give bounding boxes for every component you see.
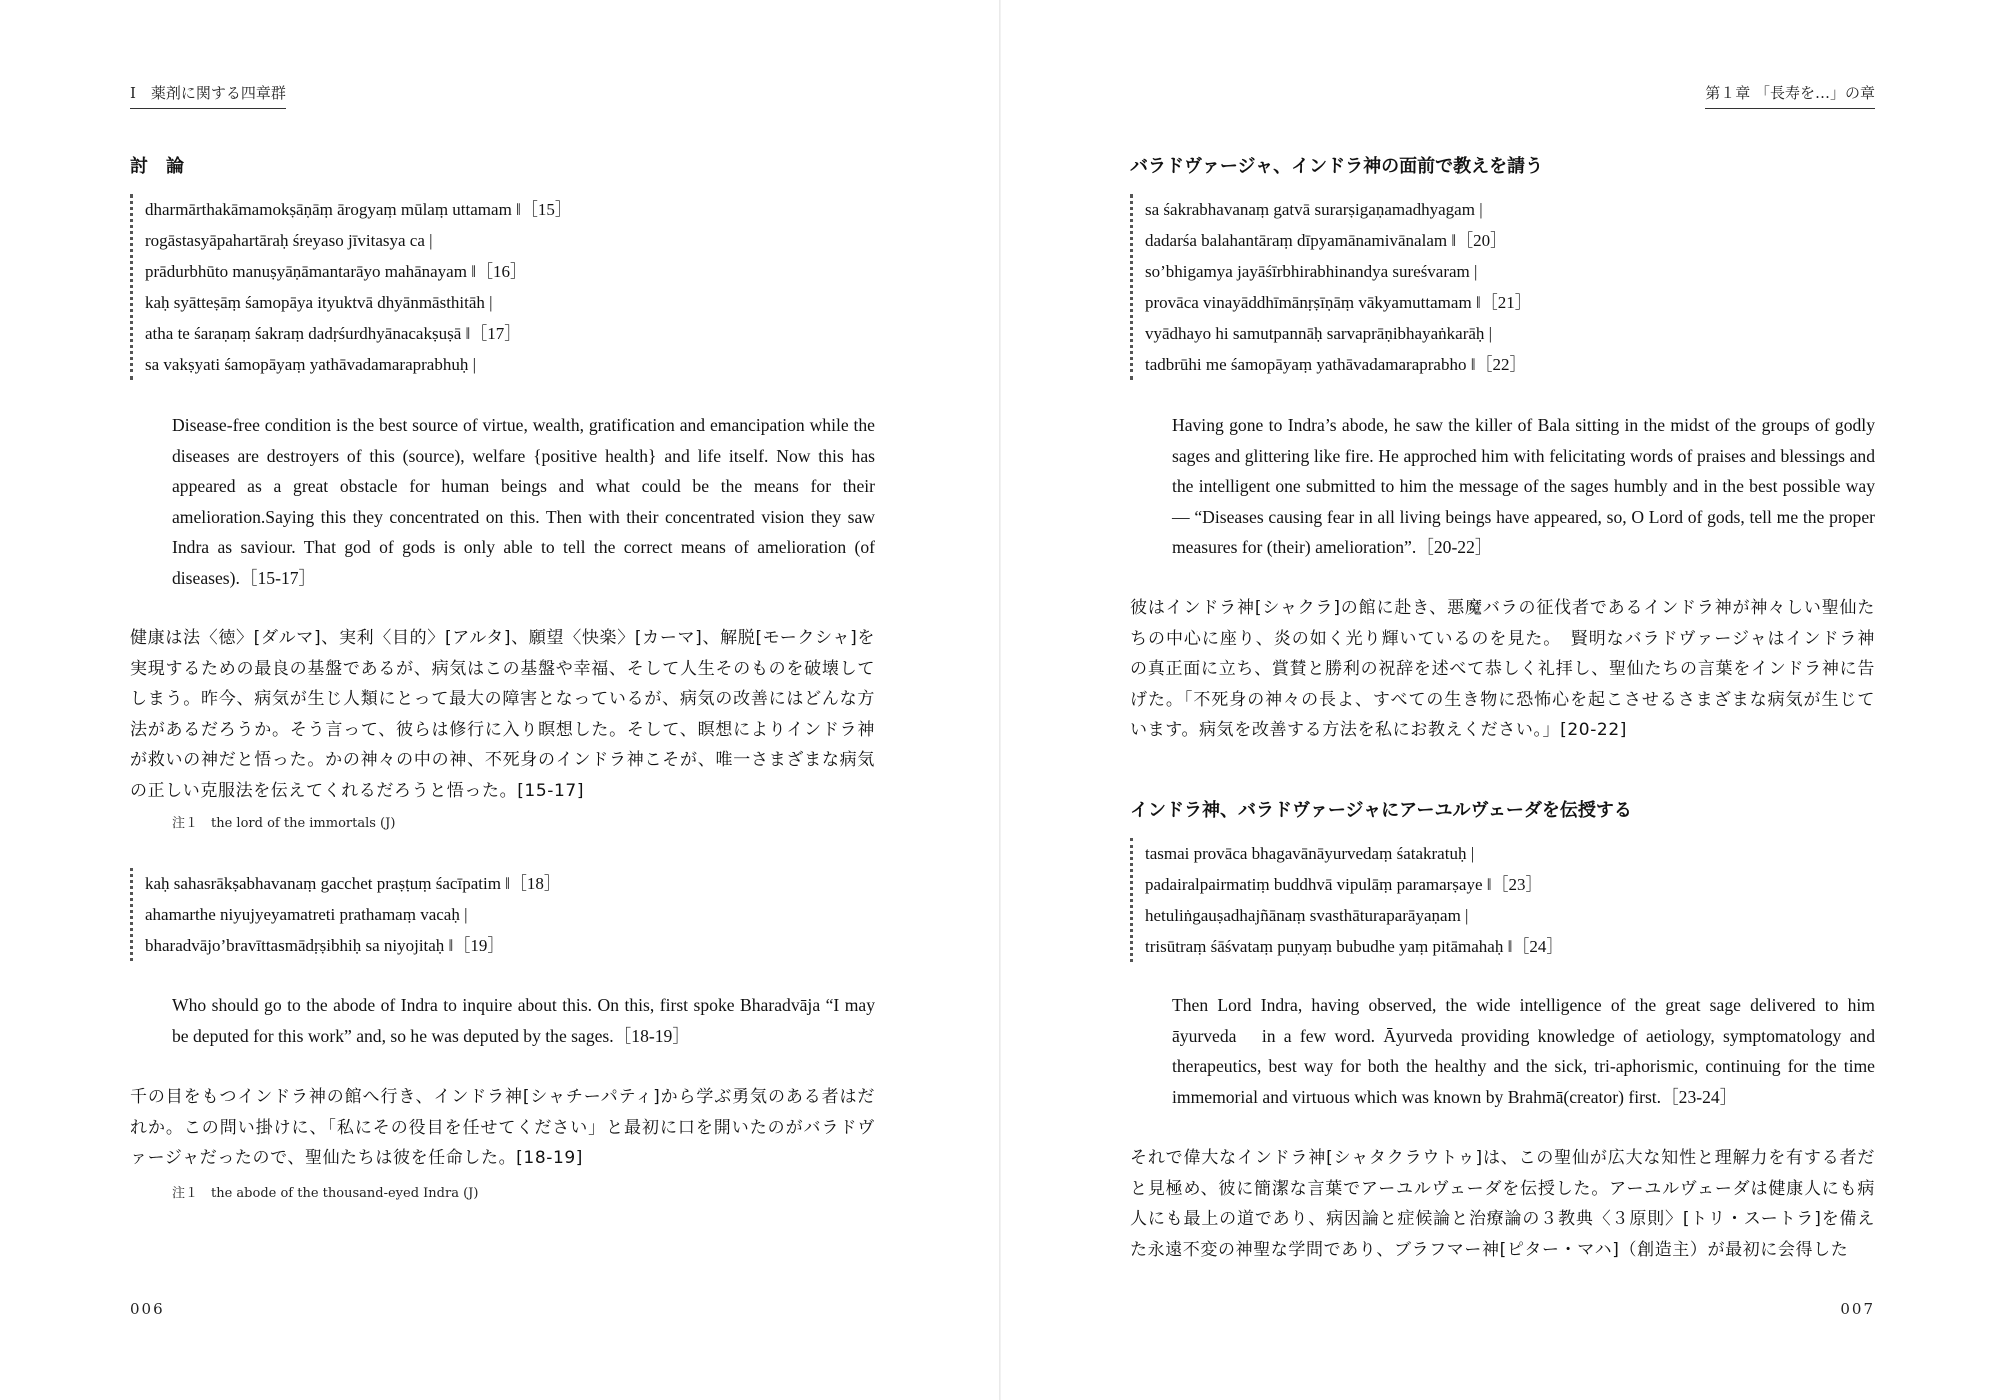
page-number-right: 007 — [1840, 1300, 1875, 1318]
gutter — [999, 0, 1001, 1400]
section-heading-1: バラドヴァージャ、インドラ神の面前で教えを請う — [1130, 156, 1544, 177]
verse-line: provāca vinayāddhīmānṛṣīṇāṃ vākyamuttamam ‖［21］ — [1145, 293, 1532, 312]
sanskrit-verses-18-19 — [130, 868, 890, 961]
verse-line: dharmārthakāmamokṣāṇāṃ ārogyaṃ mūlaṃ uttamam ‖［15］ — [145, 200, 572, 219]
running-head-left: I 薬剤に関する四章群 — [130, 82, 286, 109]
left-page — [130, 0, 875, 1400]
verse-line: prādurbhūto manuṣyāṇāmantarāyo mahānayam ‖［16］ — [145, 262, 527, 281]
verse-line: bharadvājo’bravīttasmādṛṣibhiḥ sa niyojitaḥ ‖［19］ — [145, 936, 505, 955]
verse-line: sa vakṣyati śamopāyaṃ yathāvadamaraprabhuḥ | — [145, 355, 477, 374]
verse-line: tasmai provāca bhagavānāyurvedaṃ śatakratuḥ | — [1145, 844, 1475, 863]
verse-line: kaḥ syātteṣāṃ śamopāya ityuktvā dhyānmāsthitāh | — [145, 293, 493, 312]
running-head-right: 第１章 「長寿を…」の章 — [1705, 82, 1875, 109]
english-translation-23-24: Then Lord Indra, having observed, the wide intelligence of the great sage delivered to him āyurveda in a few word. Āyurveda providing knowledge of aetiology, symptomatology and therapeutics, best way for both the healthy and the sick, tri-aphorismic, continuing for the time immemorial and virtuous which was known by Brahmā(creator) first.［23-24］ — [1172, 995, 1875, 1107]
verse-line: rogāstasyāpahartāraḥ śreyaso jīvitasya ca | — [145, 231, 433, 250]
section-heading: 討 論 — [130, 156, 184, 177]
verse-line: dadarśa balahantāraṃ dīpyamānamivānalam ‖［20］ — [1145, 231, 1508, 250]
english-translation-18-19: Who should go to the abode of Indra to inquire about this. On this, first spoke Bharadvāja “I may be deputed for this work” and, so he was deputed by the sages.［18-19］ — [172, 995, 875, 1046]
footnote-1: 注１ the lord of the immortals (J) — [172, 816, 396, 831]
section-heading-2: インドラ神、バラドヴァージャにアーユルヴェーダを伝授する — [1130, 800, 1632, 821]
sanskrit-verses-15-17 — [130, 194, 890, 380]
japanese-translation-18-19: 千の目をもつインドラ神の館へ行き、インドラ神[シャチーパティ]から学ぶ勇気のある者はだれか。この問い掛けに、「私にその役目を任せてください」と最初に口を開いたのがバラドヴァージャだったので、聖仙たちは彼を任命した。[18-19] — [130, 1087, 875, 1168]
english-translation-20-22: Having gone to Indra’s abode, he saw the killer of Bala sitting in the midst of the groups of godly sages and glittering like fire. He approched him with felicitating words of praises and blessings and the intelligent one submitted to him the message of the sages humbly and in the best possible way — “Diseases causing fear in all living beings have appeared, so, O Lord of gods, tell me the proper measures for (their) amelioration”.［20-22］ — [1172, 415, 1875, 558]
verse-line: ahamarthe niyujyeyamatreti prathamaṃ vacaḥ | — [145, 905, 468, 924]
verse-line: hetuliṅgauṣadhajñānaṃ svasthāturaparāyaṇam | — [1145, 906, 1469, 925]
verse-line: trisūtraṃ śāśvataṃ puṇyaṃ bubudhe yaṃ pitāmahaḥ ‖［24］ — [1145, 937, 1564, 956]
verse-line: atha te śaraṇaṃ śakraṃ dadṛśurdhyānacakṣuṣā ‖［17］ — [145, 324, 522, 343]
sanskrit-verses-23-24 — [1130, 838, 1890, 962]
verse-line: vyādhayo hi samutpannāḥ sarvaprāṇibhayaṅkarāḥ | — [1145, 324, 1493, 343]
verse-line: tadbrūhi me śamopāyaṃ yathāvadamaraprabho ‖［22］ — [1145, 355, 1527, 374]
verse-line: kaḥ sahasrākṣabhavanaṃ gacchet praṣṭuṃ śacīpatim ‖［18］ — [145, 874, 561, 893]
page-number-left: 006 — [130, 1300, 165, 1318]
japanese-translation-23-24: それで偉大なインドラ神[シャタクラウトゥ]は、この聖仙が広大な知性と理解力を有する者だと見極め、彼に簡潔な言葉でアーユルヴェーダを伝授した。アーユルヴェーダは健康人にも病人にも最上の道であり、病因論と症候論と治療論の３教典〈３原則〉[トリ・スートラ]を備えた永遠不変の神聖な学問であり、ブラフマー神[ピター・マハ]（創造主）が最初に会得した — [1130, 1148, 1875, 1260]
english-translation-15-17: Disease-free condition is the best source of virtue, wealth, gratification and emancipation while the diseases are destroyers of this (source), welfare {positive health} and life itself. Now this has appeared as a great obstacle for human beings and what could be the means for their amelioration.Saying this they concentrated on this. Then with their concentrated vision they saw Indra as saviour. That god of gods is only able to tell the correct means of amelioration (of diseases).［15-17］ — [172, 415, 875, 588]
japanese-translation-20-22: 彼はインドラ神[シャクラ]の館に赴き、悪魔バラの征伐者であるインドラ神が神々しい聖仙たちの中心に座り、炎の如く光り輝いているのを見た。 賢明なバラドヴァージャはインドラ神の真正面に立ち、賞賛と勝利の祝辞を述べて恭しく礼拝し、聖仙たちの言葉をインドラ神に告げた。「不死身の神々の長よ、すべての生き物に恐怖心を起こさせるさまざまな病気が生じています。病気を改善する方法を私にお教えください。」[20-22] — [1130, 598, 1875, 740]
verse-line: so’bhigamya jayāśīrbhirabhinandya sureśvaram | — [1145, 262, 1478, 281]
verse-line: sa śakrabhavanaṃ gatvā surarṣigaṇamadhyagam | — [1145, 200, 1483, 219]
right-page — [1130, 0, 1875, 1400]
japanese-translation-15-17: 健康は法〈徳〉[ダルマ]、実利〈目的〉[アルタ]、願望〈快楽〉[カーマ]、解脱[モークシャ]を実現するための最良の基盤であるが、病気はこの基盤や幸福、そして人生そのものを破壊してしまう。昨今、病気が生じ人類にとって最大の障害となっているが、病気の改善にはどんな方法があるだろうか。そう言って、彼らは修行に入り瞑想した。そして、瞑想によりインドラ神が救いの神だと悟った。かの神々の中の神、不死身のインドラ神こそが、唯一さまざまな病気の正しい克服法を伝えてくれるだろうと悟った。[15-17] — [130, 628, 875, 801]
sanskrit-verses-20-22 — [1130, 194, 1890, 380]
footnote-2: 注１ the abode of the thousand-eyed Indra (J) — [172, 1186, 479, 1201]
verse-line: padairalpairmatiṃ buddhvā vipulāṃ paramarṣaye ‖［23］ — [1145, 875, 1543, 894]
